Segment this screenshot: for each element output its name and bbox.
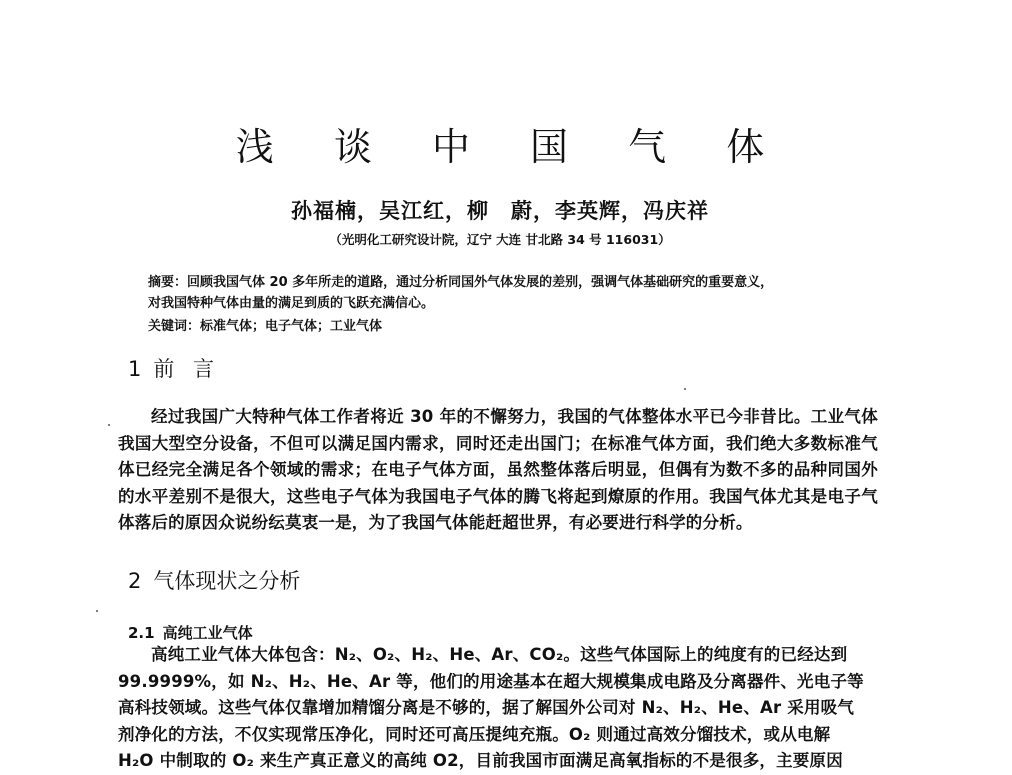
- text-line: 剂净化的方法，不仅实现常压净化，同时还可高压提纯充瓶。O₂ 则通过高效分馏技术，或从电解: [118, 724, 831, 744]
- section-title: 前 言: [153, 357, 221, 381]
- section-number: 1: [128, 357, 142, 381]
- paper-title: 浅 谈 中 国 气 体: [235, 125, 789, 169]
- affiliation: （光明化工研究设计院，辽宁 大连 甘北路 34 号 116031）: [329, 232, 671, 247]
- text-line: 高纯工业气体大体包含：N₂、O₂、H₂、He、Ar、CO₂。这些气体国际上的纯度有的已经达到: [151, 645, 848, 664]
- abstract-line: 对我国特种气体由量的满足到质的飞跃充满信心。: [148, 296, 435, 311]
- author-list: 孙福楠，吴江红，柳 蔚，李英辉，冯庆祥: [291, 198, 709, 223]
- subsection-2-1-text: [118, 642, 878, 775]
- section-title: 气体现状之分析: [153, 569, 301, 593]
- keywords: 关键词：标准气体；电子气体；工业气体: [148, 319, 383, 334]
- scan-speck: [108, 424, 110, 426]
- paragraph-text: 经过我国广大特种气体工作者将近 30 年的不懈努力，我国的气体整体水平已今非昔比。工业气体我国大型空分设备，不但可以满足国内需求，同时还走出国门；在标准气体方面，我们绝大多数标准气体已经完全满足各个领域的需求；在电子气体方面，虽然整体落后明显，但偶有为数不多的品种同国外的水平差别不是很大，这些电子气体为我国电子气体的腾飞将起到燎原的作用。我国气体尤其是电子气体落后的原因众说纷纭莫衷一是，为了我国气体能赶超世界，有必要进行科学的分析。: [118, 407, 878, 532]
- section-heading-1: [128, 354, 220, 384]
- subsection-heading-2-1: [128, 622, 253, 644]
- scan-speck: [684, 388, 686, 390]
- section-number: 2: [128, 569, 142, 593]
- abstract-line: 摘要：回顾我国气体 20 多年所走的道路，通过分析同国外气体发展的差别，强调气体基础研究的重要意义，: [148, 275, 774, 290]
- text-line: H₂O 中制取的 O₂ 来生产真正意义的高纯 O2，目前我国市面满足高氧指标的不是很多，主要原因: [118, 751, 843, 770]
- section-heading-2: [128, 566, 300, 596]
- text-line: 99.9999%，如 N₂、H₂、He、Ar 等，他们的用途基本在超大规模集成电路及分离器件、光电子等: [118, 671, 864, 691]
- abstract: [148, 272, 878, 314]
- text-line: 高科技领域。这些气体仅靠增加精馏分离是不够的，据了解国外公司对 N₂、H₂、He、Ar 采用吸气: [118, 698, 855, 717]
- intro-paragraph: [118, 404, 878, 537]
- scan-speck: [96, 610, 98, 612]
- subsection-number: 2.1: [128, 624, 155, 642]
- subsection-title: 高纯工业气体: [162, 624, 253, 642]
